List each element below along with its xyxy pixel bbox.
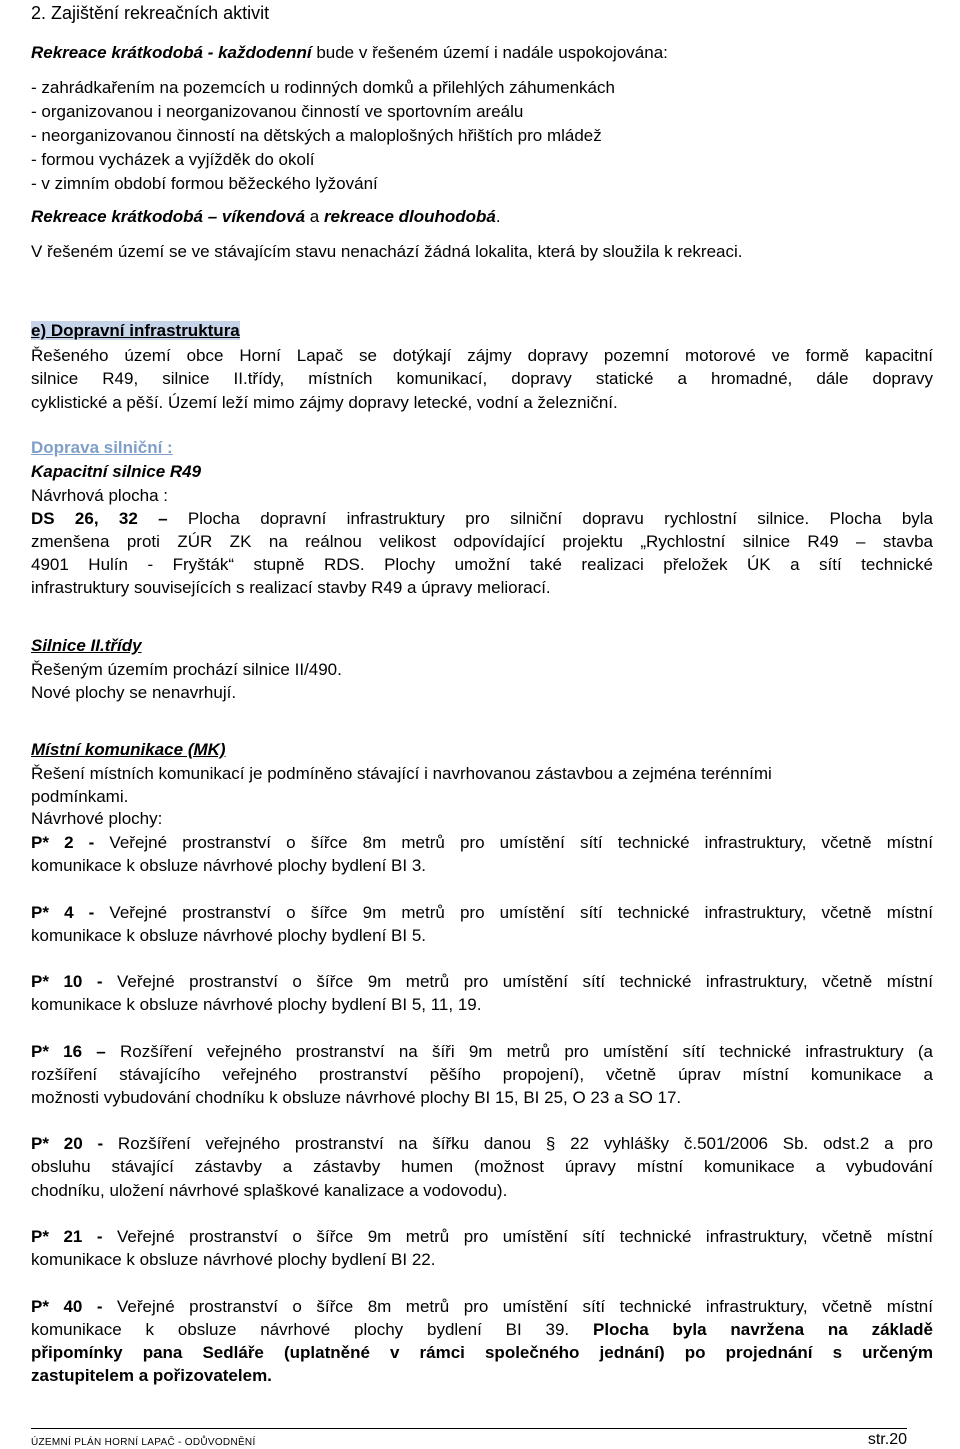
plocha-text: Rozšíření veřejného prostranství na šíři 9m metrů pro umístění sítí technické infrastruktury (a bbox=[105, 1042, 933, 1061]
plocha-text: Veřejné prostranství o šířce 9m metrů pro umístění sítí technické infrastruktury, včetně místní bbox=[102, 1227, 933, 1246]
mk-intro: Řešení místních komunikací je podmíněno stávající i navrhovanou zástavbou a zejména terénními bbox=[31, 764, 772, 783]
dopravni-line: Řešeného území obce Horní Lapač se dotýkají zájmy dopravy pozemní motorové ve formě kapacitní bbox=[31, 346, 933, 365]
plocha-p40-line bbox=[31, 1296, 933, 1318]
mk-intro: podmínkami. bbox=[31, 787, 129, 806]
plocha-p4-line bbox=[31, 902, 933, 924]
plocha-text: Rozšíření veřejného prostranství na šířku danou § 22 vyhlášky č.501/2006 Sb. odst.2 a pro bbox=[103, 1134, 933, 1153]
plocha-p2-line: komunikace k obsluze návrhové plochy bydlení BI 3. bbox=[31, 856, 427, 875]
plocha-label: P* 40 - bbox=[31, 1297, 103, 1316]
ds-label: DS 26, 32 – bbox=[31, 509, 168, 528]
plocha-p16-line bbox=[31, 1041, 933, 1063]
rekreace-short-heading: Rekreace krátkodobá - každodenní bbox=[31, 43, 312, 62]
plocha-p4-line: komunikace k obsluze návrhové plochy bydlení BI 5. bbox=[31, 926, 427, 945]
rekreace-note: V řešeném území se ve stávajícím stavu nenachází žádná lokalita, která by sloužila k rekreaci. bbox=[31, 242, 743, 261]
plocha-label: P* 4 - bbox=[31, 903, 95, 922]
plocha-p10-line bbox=[31, 971, 933, 993]
plocha-p2-line bbox=[31, 832, 933, 854]
plocha-label: P* 10 - bbox=[31, 972, 103, 991]
silnice-ii-line: Nové plochy se nenavrhují. bbox=[31, 683, 237, 702]
plocha-label: P* 2 - bbox=[31, 833, 95, 852]
silnice-ii-line: Řešeným územím prochází silnice II/490. bbox=[31, 660, 342, 679]
ds-line: infrastruktury souvisejících s realizací stavby R49 a úpravy meliorací. bbox=[31, 578, 551, 597]
conjunction: a bbox=[305, 207, 324, 226]
rekreace-weekend: Rekreace krátkodobá – víkendová bbox=[31, 207, 306, 226]
plocha-note-bold: Plocha byla navržena na základě bbox=[569, 1320, 933, 1339]
footer-document-title: ÚZEMNÍ PLÁN HORNÍ LAPAČ - ODŮVODNĚNÍ bbox=[31, 1437, 256, 1448]
dopravni-line: silnice R49, silnice II.třídy, místních komunikací, dopravy statické a hromadné, dále dopravy bbox=[31, 369, 933, 388]
rekreace-short-rest: bude v řešeném území i nadále uspokojována: bbox=[311, 43, 668, 62]
ds-text: Plocha dopravní infrastruktury pro silniční dopravu rychlostní silnice. Plocha byla bbox=[167, 509, 933, 528]
dopravni-heading bbox=[31, 320, 240, 342]
plocha-p16-line: rozšíření stávajícího veřejného prostranství pěšího propojení), včetně úprav místní komunikace a bbox=[31, 1065, 933, 1084]
plocha-p40-line bbox=[31, 1319, 933, 1341]
footer-page-number: str.20 bbox=[867, 1431, 907, 1448]
mk-heading: Místní komunikace (MK) bbox=[31, 740, 226, 759]
plocha-text: Veřejné prostranství o šířce 8m metrů pro umístění sítí technické infrastruktury, včetně místní bbox=[102, 1297, 933, 1316]
section-title: 2. Zajištění rekreačních aktivit bbox=[31, 3, 270, 23]
plocha-text: komunikace k obsluze návrhové plochy bydlení BI 39. bbox=[31, 1320, 570, 1339]
plocha-p16-line: možnosti vybudování chodníku k obsluze návrhové plochy BI 15, BI 25, O 23 a SO 17. bbox=[31, 1088, 682, 1107]
doprava-silnicni-link[interactable] bbox=[31, 437, 173, 459]
plocha-label: P* 20 - bbox=[31, 1134, 104, 1153]
period: . bbox=[495, 207, 501, 226]
navrhove-plochy-label: Návrhové plochy: bbox=[31, 809, 163, 828]
plocha-text: Veřejné prostranství o šířce 9m metrů pro umístění sítí technické infrastruktury, včetně místní bbox=[94, 903, 933, 922]
plocha-p40-line: připomínky pana Sedláře (uplatněné v rámci společného jednání) po projednání s určeným bbox=[31, 1343, 933, 1362]
ds-line: zmenšena proti ZÚR ZK na reálnou velikost odpovídající projektu „Rychlostní silnice R49 – stavba bbox=[31, 532, 933, 551]
plocha-p10-line: komunikace k obsluze návrhové plochy bydlení BI 5, 11, 19. bbox=[31, 995, 482, 1014]
plocha-p20-line: obsluhu stávající zástavby a zástavby humen (možnost úpravy místní komunikace a vybudování bbox=[31, 1157, 933, 1176]
plocha-text: Veřejné prostranství o šířce 8m metrů pro umístění sítí technické infrastruktury, včetně místní bbox=[94, 833, 933, 852]
rekreace-weekend-line bbox=[31, 206, 501, 228]
ds-line bbox=[31, 508, 933, 530]
plocha-p21-line bbox=[31, 1226, 933, 1248]
dopravni-heading-text: e) Dopravní infrastruktura bbox=[31, 321, 240, 340]
page-footer bbox=[31, 1428, 907, 1448]
rekreace-item: - v zimním období formou běžeckého lyžování bbox=[31, 174, 378, 193]
rekreace-item: - neorganizovanou činností na dětských a maloplošných hřištích pro mládež bbox=[31, 126, 602, 145]
rekreace-long: rekreace dlouhodobá bbox=[323, 207, 496, 226]
plocha-p20-line bbox=[31, 1133, 933, 1155]
rekreace-item: - formou vycházek a vyjížděk do okolí bbox=[31, 150, 315, 169]
plocha-p40-line: zastupitelem a pořizovatelem. bbox=[31, 1366, 272, 1385]
rekreace-item: - zahrádkařením na pozemcích u rodinných domků a přilehlých záhumenkách bbox=[31, 78, 615, 97]
plocha-p21-line: komunikace k obsluze návrhové plochy bydlení BI 22. bbox=[31, 1250, 436, 1269]
plocha-label: P* 16 – bbox=[31, 1042, 106, 1061]
rekreace-item: - organizovanou i neorganizovanou činností ve sportovním areálu bbox=[31, 102, 524, 121]
kapacitni-heading: Kapacitní silnice R49 bbox=[31, 462, 202, 481]
plocha-label: P* 21 - bbox=[31, 1227, 103, 1246]
doprava-silnicni-heading[interactable]: Doprava silniční : bbox=[31, 438, 173, 457]
plocha-text: Veřejné prostranství o šířce 9m metrů pro umístění sítí technické infrastruktury, včetně místní bbox=[102, 972, 933, 991]
silnice-ii-heading: Silnice II.třídy bbox=[31, 636, 142, 655]
dopravni-line: cyklistické a pěší. Území leží mimo zájmy dopravy letecké, vodní a železniční. bbox=[31, 393, 618, 412]
plocha-p20-line: chodníku, uložení návrhové splaškové kanalizace a vodovodu). bbox=[31, 1181, 508, 1200]
navrhova-plocha-label: Návrhová plocha : bbox=[31, 486, 169, 505]
rekreace-intro bbox=[31, 42, 668, 64]
ds-line: 4901 Hulín - Fryšták“ stupně RDS. Plochy umožní také realizaci přeložek ÚK a sítí technické bbox=[31, 555, 933, 574]
